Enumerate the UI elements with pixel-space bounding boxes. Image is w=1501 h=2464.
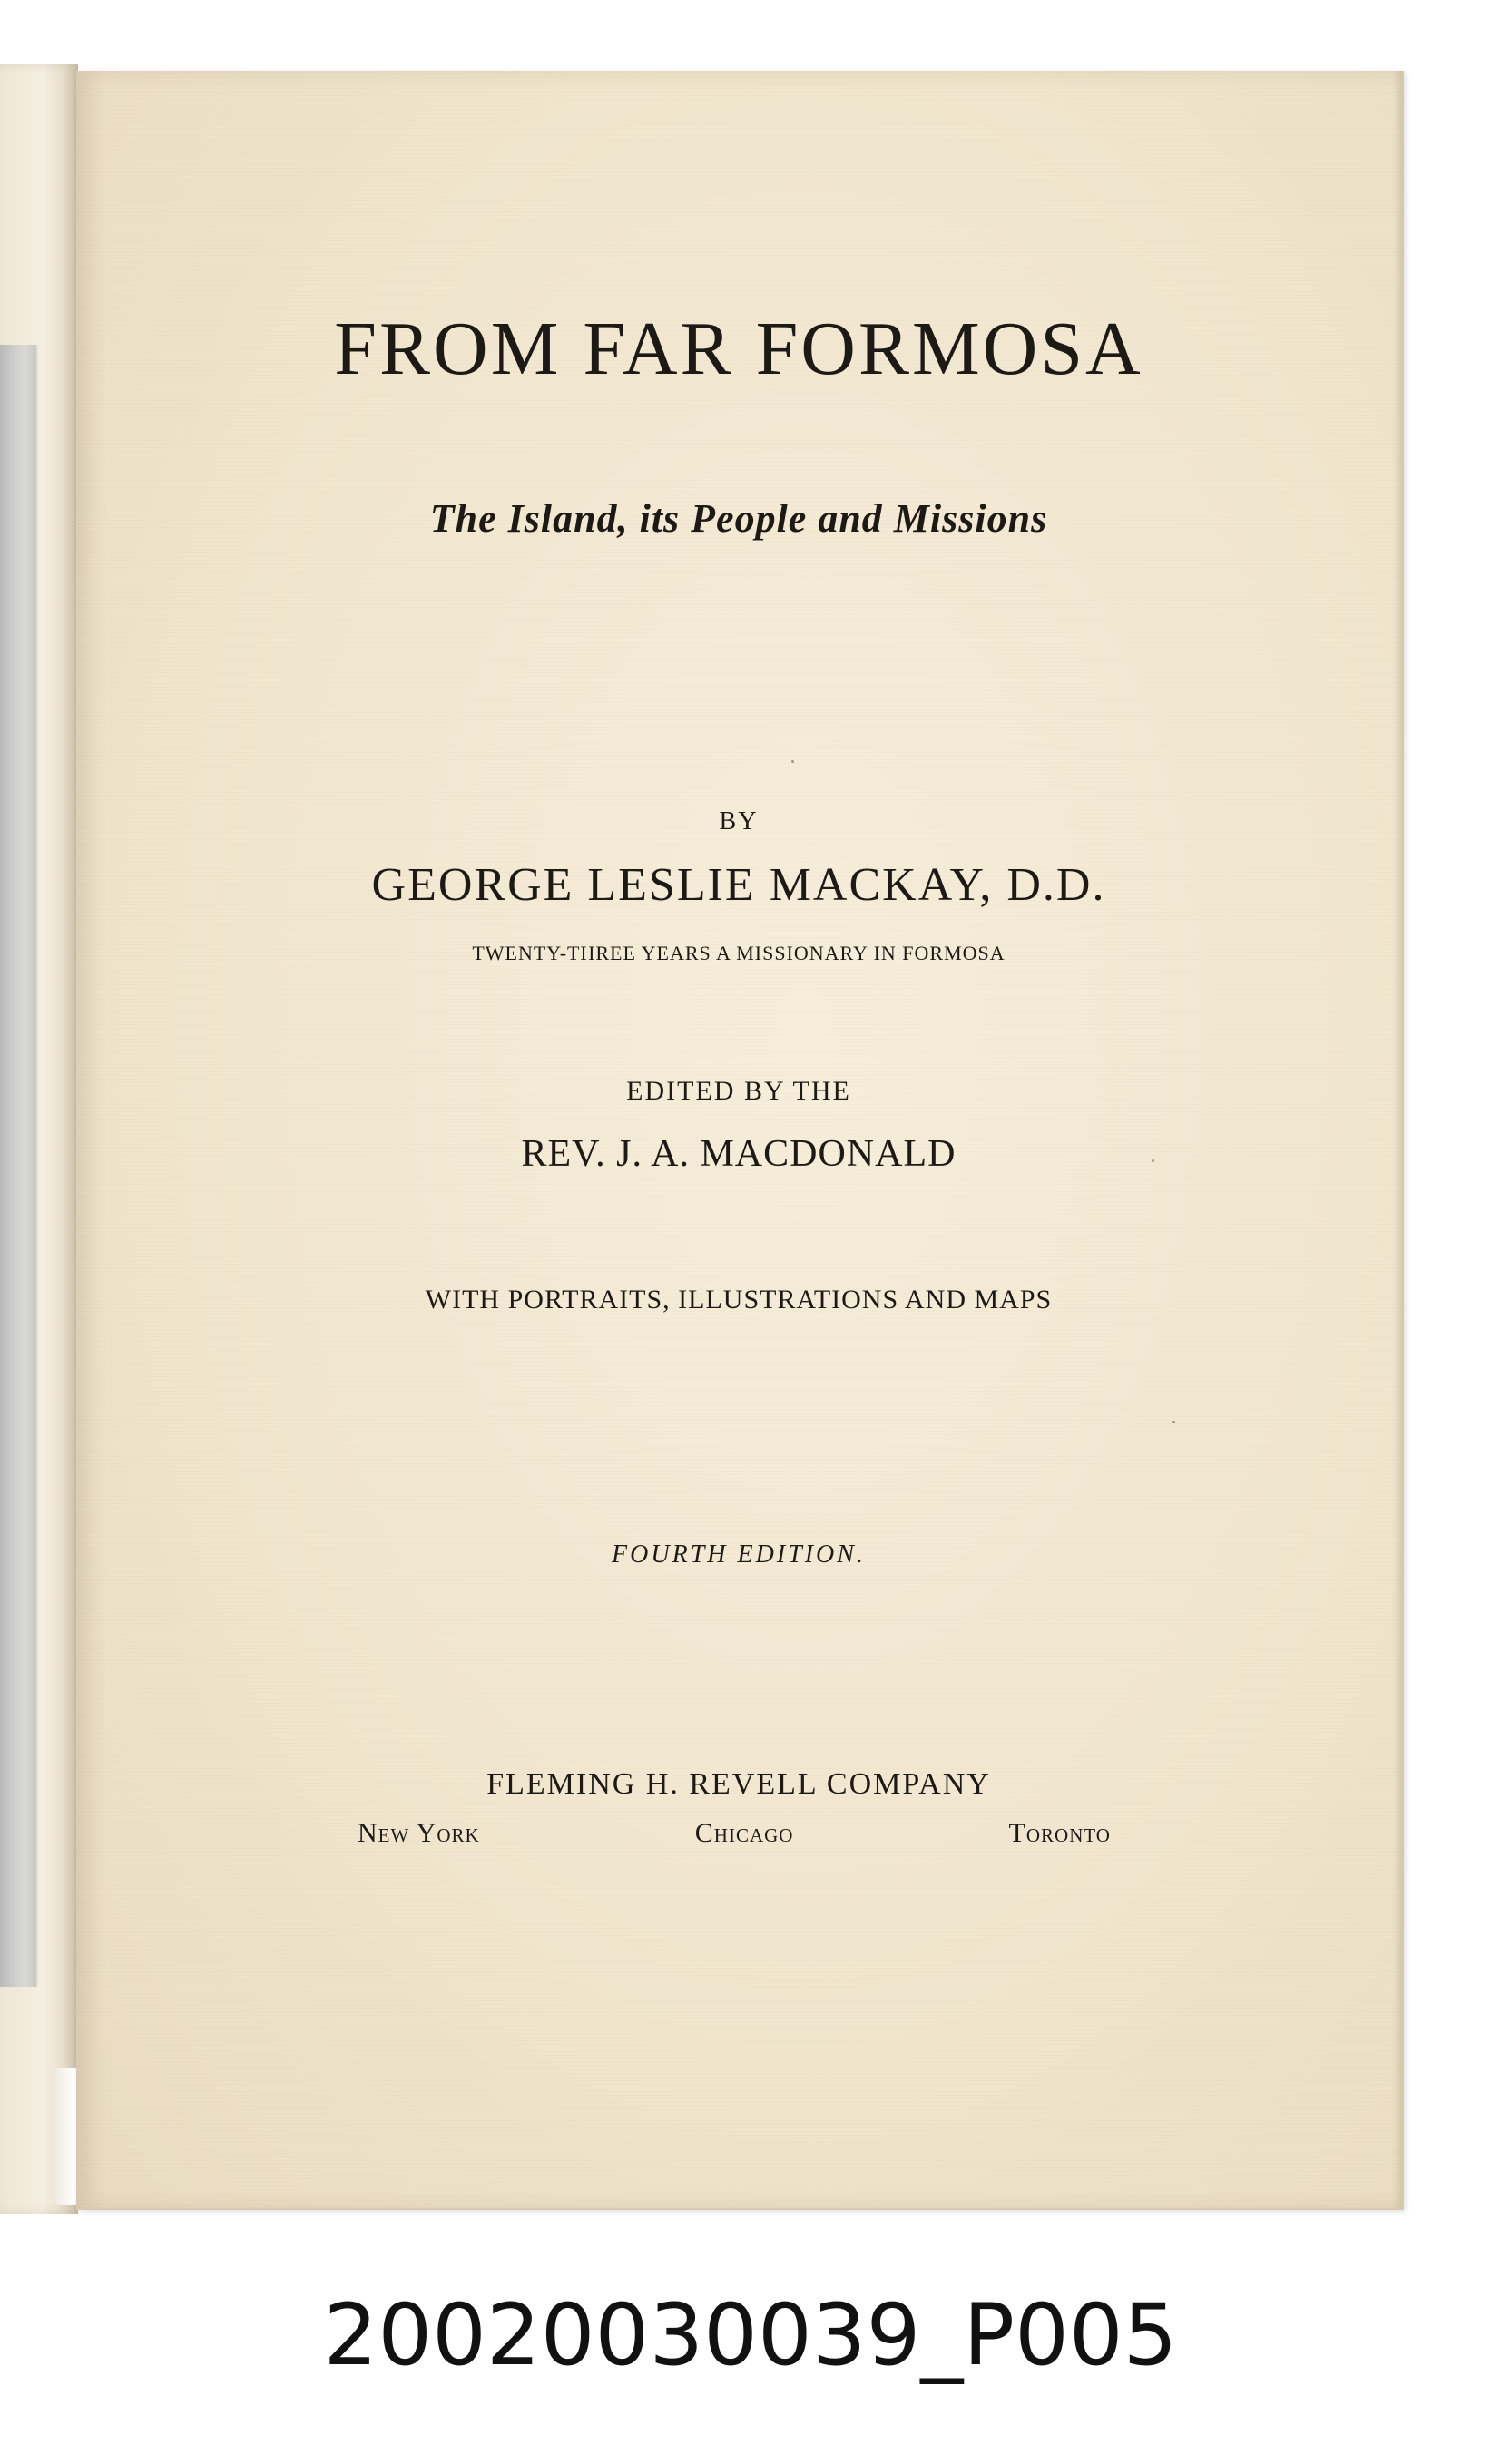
city-toronto: Toronto	[1008, 1818, 1111, 1848]
illustrations-note: WITH PORTRAITS, ILLUSTRATIONS AND MAPS	[425, 1285, 1053, 1315]
city-chicago: Chicago	[694, 1818, 794, 1848]
book-title: FROM FAR FORMOSA	[334, 307, 1143, 391]
title-page	[76, 71, 1404, 2210]
edited-by-label: EDITED BY THE	[626, 1076, 851, 1106]
editor-name: REV. J. A. MACDONALD	[521, 1133, 957, 1175]
paper-speck	[1152, 1159, 1154, 1162]
publisher-name: FLEMING H. REVELL COMPANY	[486, 1767, 991, 1801]
paper-speck	[1172, 1421, 1175, 1423]
city-new-york: New York	[358, 1818, 480, 1848]
frontispiece-plate-edge	[0, 345, 38, 1987]
author-tagline: TWENTY-THREE YEARS A MISSIONARY IN FORMOSA	[472, 942, 1006, 964]
publisher-cities	[358, 1818, 1111, 1849]
image-identifier-caption: 20020030039_P005	[323, 2286, 1178, 2385]
author-name: GEORGE LESLIE MACKAY, D.D.	[371, 859, 1106, 911]
edition-label: FOURTH EDITION.	[612, 1540, 866, 1569]
book-subtitle: The Island, its People and Missions	[429, 496, 1048, 541]
paper-speck	[791, 760, 794, 763]
verso-page-edge	[0, 64, 78, 2214]
by-label: BY	[719, 807, 759, 836]
